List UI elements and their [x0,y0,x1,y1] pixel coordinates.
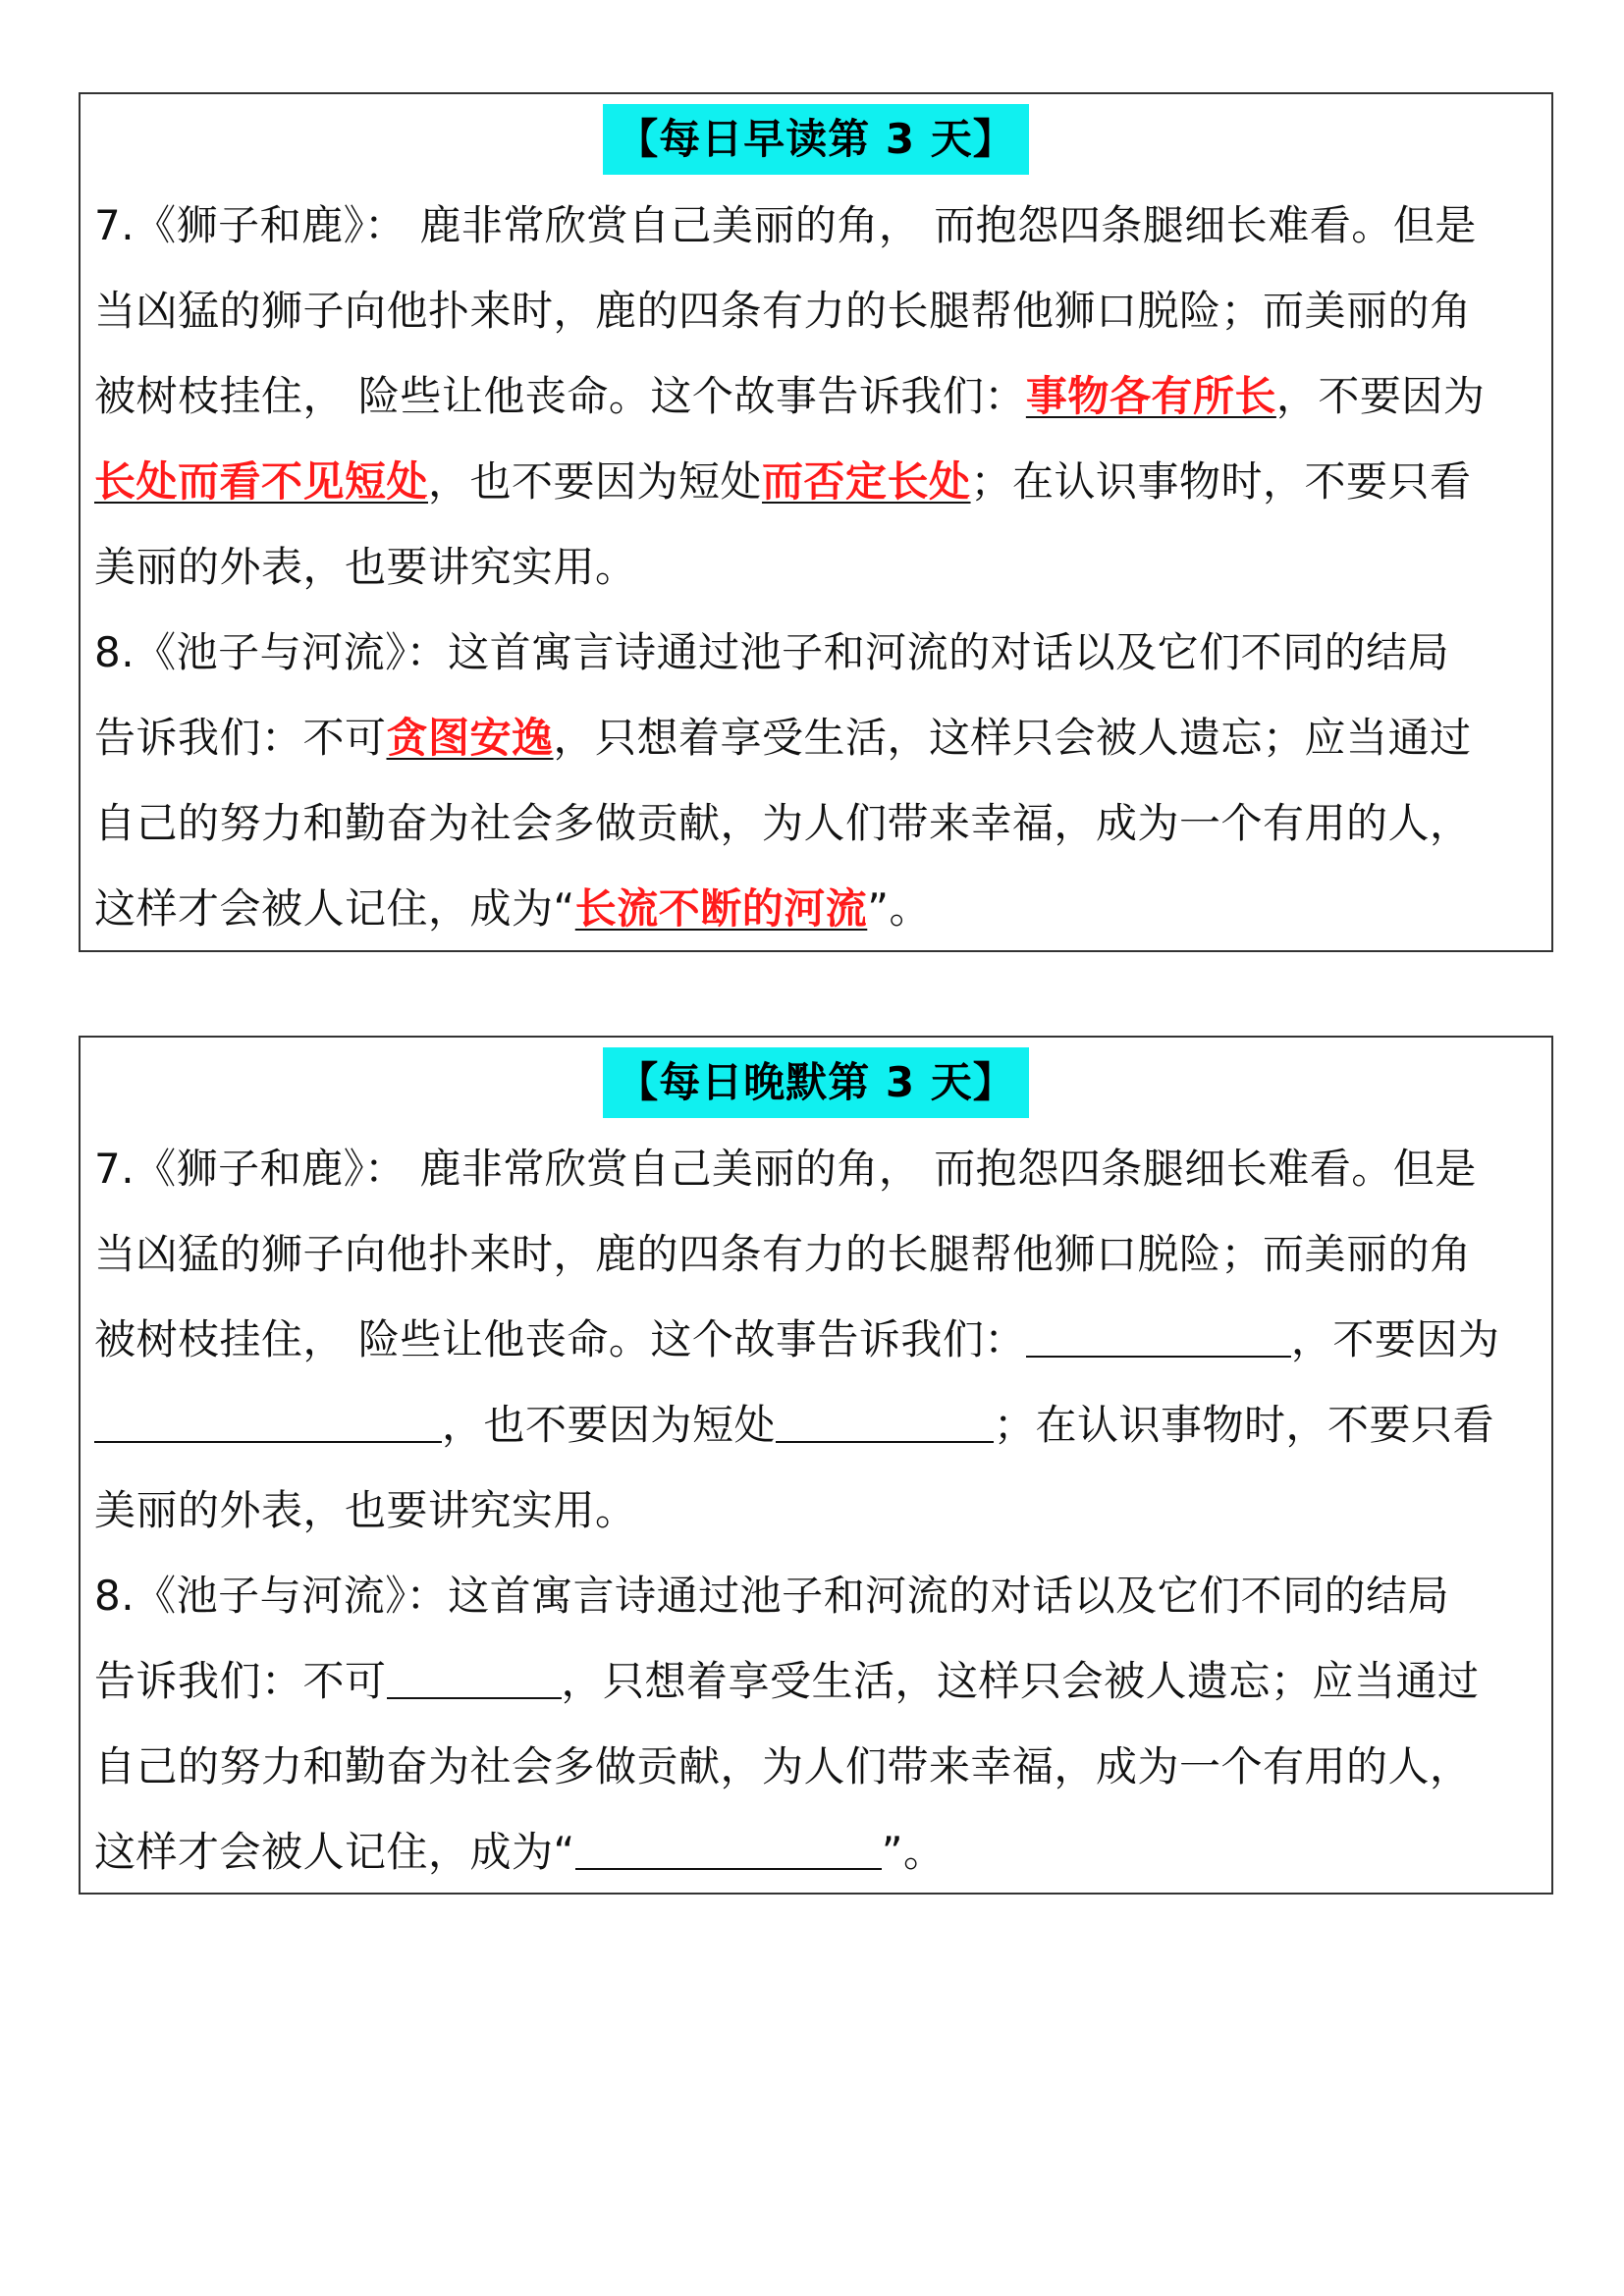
text-segment: 告诉我们：不可 [94,714,387,762]
morning-p8-line-2 [94,695,1538,780]
morning-paragraph-7 [94,183,1538,610]
morning-p8-line-1 [94,610,1538,695]
morning-p7-line-3 [94,353,1538,439]
text-segment: 当凶猛的狮子向他扑来时，鹿的四条有力的长腿帮他狮口脱险；而美丽的角 [94,1230,1472,1278]
fill-blank[interactable] [1026,1303,1291,1358]
answer-highlight: 事物各有所长 [1025,372,1276,420]
answer-highlight: 长处而看不见短处 [94,457,429,506]
text-segment: 告诉我们：不可 [94,1657,387,1705]
morning-paragraph-8 [94,610,1538,951]
text-segment: ，只想着享受生活，这样只会被人遗忘；应当通过 [561,1657,1480,1705]
morning-p8-line-4 [94,866,1538,951]
fill-blank[interactable] [94,1388,442,1443]
morning-p7-line-1 [94,183,1538,268]
text-segment: ”。 [881,1828,946,1876]
answer-highlight: 长流不断的河流 [574,884,868,933]
text-segment: 自己的努力和勤奋为社会多做贡献，为人们带来幸福，成为一个有用的人， [94,799,1472,847]
evening-p7-line-2 [94,1211,1538,1297]
text-segment: 被树枝挂住， 险些让他丧命。这个故事告诉我们： [94,372,1026,420]
evening-p7-line-4 [94,1382,1538,1468]
text-segment: ；在认识事物时，不要只看 [970,457,1472,506]
text-segment: 8.《池子与河流》：这首寓言诗通过池子和河流的对话以及它们不同的结局 [94,1572,1450,1620]
evening-title: 【每日晚默第 3 天】 [603,1047,1028,1118]
text-segment: ，只想着享受生活，这样只会被人遗忘；应当通过 [553,714,1472,762]
answer-highlight: 而否定长处 [762,457,971,506]
evening-p8-line-2 [94,1638,1538,1724]
text-segment: ，也不要因为短处 [428,457,763,506]
evening-p8-line-4 [94,1809,1538,1895]
text-segment: ，不要因为 [1275,372,1486,420]
fill-blank[interactable] [776,1388,994,1443]
text-segment: 7.《狮子和鹿》： 鹿非常欣赏自己美丽的角， 而抱怨四条腿细长难看。但是 [94,201,1477,249]
evening-dictation-box [79,1036,1553,1895]
evening-p7-line-3 [94,1297,1538,1382]
evening-p8-line-1 [94,1553,1538,1638]
morning-reading-box [79,92,1553,952]
text-segment: 美丽的外表，也要讲究实用。 [94,1486,637,1534]
morning-p7-line-4 [94,439,1538,524]
text-segment: 自己的努力和勤奋为社会多做贡献，为人们带来幸福，成为一个有用的人， [94,1742,1472,1790]
morning-title-row [94,94,1538,183]
text-segment: ”。 [867,884,932,933]
text-segment: ，不要因为 [1290,1315,1500,1363]
fill-blank[interactable] [575,1815,882,1870]
answer-highlight: 贪图安逸 [386,714,554,762]
text-segment: 这样才会被人记住，成为“ [94,884,575,933]
text-segment: 被树枝挂住， 险些让他丧命。这个故事告诉我们： [94,1315,1026,1363]
text-segment: 这样才会被人记住，成为“ [94,1828,575,1876]
text-segment: 美丽的外表，也要讲究实用。 [94,543,637,591]
morning-p7-line-2 [94,268,1538,353]
text-segment: ，也不要因为短处 [442,1401,777,1449]
text-segment: 8.《池子与河流》：这首寓言诗通过池子和河流的对话以及它们不同的结局 [94,628,1450,676]
text-segment: ；在认识事物时，不要只看 [994,1401,1495,1449]
morning-p8-line-3 [94,780,1538,866]
fill-blank[interactable] [387,1644,562,1699]
evening-p7-line-1 [94,1126,1538,1211]
evening-paragraph-8 [94,1553,1538,1895]
morning-title: 【每日早读第 3 天】 [603,104,1028,175]
text-segment: 当凶猛的狮子向他扑来时，鹿的四条有力的长腿帮他狮口脱险；而美丽的角 [94,287,1472,335]
evening-p8-line-3 [94,1724,1538,1809]
evening-p7-line-5 [94,1468,1538,1553]
evening-title-row [94,1038,1538,1126]
evening-paragraph-7 [94,1126,1538,1553]
text-segment: 7.《狮子和鹿》： 鹿非常欣赏自己美丽的角， 而抱怨四条腿细长难看。但是 [94,1145,1477,1193]
morning-p7-line-5 [94,524,1538,610]
